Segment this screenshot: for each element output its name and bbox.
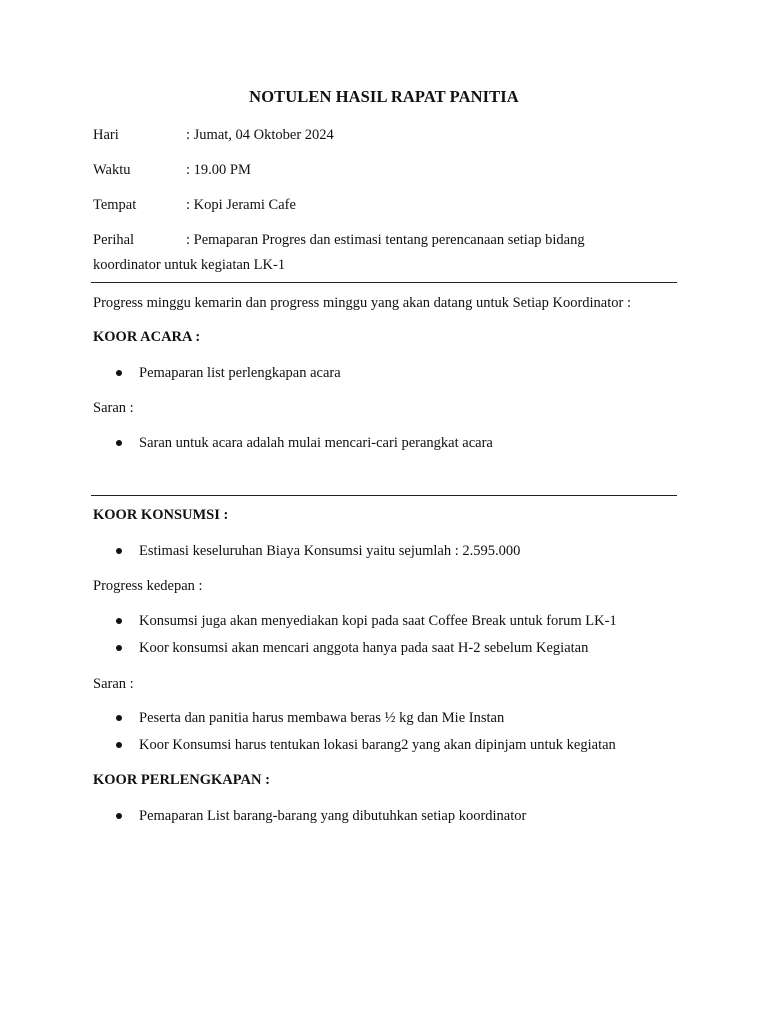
- koor-acara-item: Pemaparan list perlengkapan acara: [139, 365, 341, 381]
- koor-konsumsi-progress-label: Progress kedepan :: [93, 578, 203, 594]
- koor-konsumsi-progress-item: Koor konsumsi akan mencari anggota hanya pada saat H-2 sebelum Kegiatan: [139, 640, 589, 656]
- koor-perlengkapan-item: Pemaparan List barang-barang yang dibutuhkan setiap koordinator: [139, 808, 527, 824]
- koor-perlengkapan-heading: KOOR PERLENGKAPAN :: [93, 772, 270, 788]
- bullet-icon: [116, 742, 122, 748]
- intro-text: Progress minggu kemarin dan progress minggu yang akan datang untuk Setiap Koordinator :: [93, 295, 632, 311]
- koor-konsumsi-item: Estimasi keseluruhan Biaya Konsumsi yaitu sejumlah : 2.595.000: [139, 543, 521, 559]
- perihal-continuation: koordinator untuk kegiatan LK-1: [93, 257, 286, 273]
- hari-label: Hari: [93, 127, 119, 143]
- tempat-label: Tempat: [93, 197, 137, 213]
- tempat-value: : Kopi Jerami Cafe: [186, 197, 296, 213]
- waktu-value: : 19.00 PM: [186, 162, 251, 178]
- bullet-icon: [116, 618, 122, 624]
- bullet-icon: [116, 548, 122, 554]
- bullet-icon: [116, 440, 122, 446]
- bullet-icon: [116, 715, 122, 721]
- perihal-value: : Pemaparan Progres dan estimasi tentang perencanaan setiap bidang: [186, 232, 585, 248]
- koor-konsumsi-saran-item: Peserta dan panitia harus membawa beras ½ kg dan Mie Instan: [139, 710, 505, 726]
- koor-acara-saran-item: Saran untuk acara adalah mulai mencari-cari perangkat acara: [139, 435, 493, 451]
- divider-middle: [91, 495, 677, 496]
- hari-value: : Jumat, 04 Oktober 2024: [186, 127, 334, 143]
- perihal-label: Perihal: [93, 232, 135, 248]
- koor-konsumsi-saran-item: Koor Konsumsi harus tentukan lokasi barang2 yang akan dipinjam untuk kegiatan: [139, 737, 616, 753]
- koor-konsumsi-saran-label: Saran :: [93, 676, 134, 692]
- koor-acara-saran-label: Saran :: [93, 400, 134, 416]
- koor-konsumsi-heading: KOOR KONSUMSI :: [93, 507, 229, 523]
- bullet-icon: [116, 370, 122, 376]
- koor-acara-heading: KOOR ACARA :: [93, 329, 201, 345]
- bullet-icon: [116, 645, 122, 651]
- waktu-label: Waktu: [93, 162, 131, 178]
- divider-top: [91, 282, 677, 283]
- koor-konsumsi-progress-item: Konsumsi juga akan menyediakan kopi pada saat Coffee Break untuk forum LK-1: [139, 613, 617, 629]
- document-title: NOTULEN HASIL RAPAT PANITIA: [249, 87, 519, 106]
- bullet-icon: [116, 813, 122, 819]
